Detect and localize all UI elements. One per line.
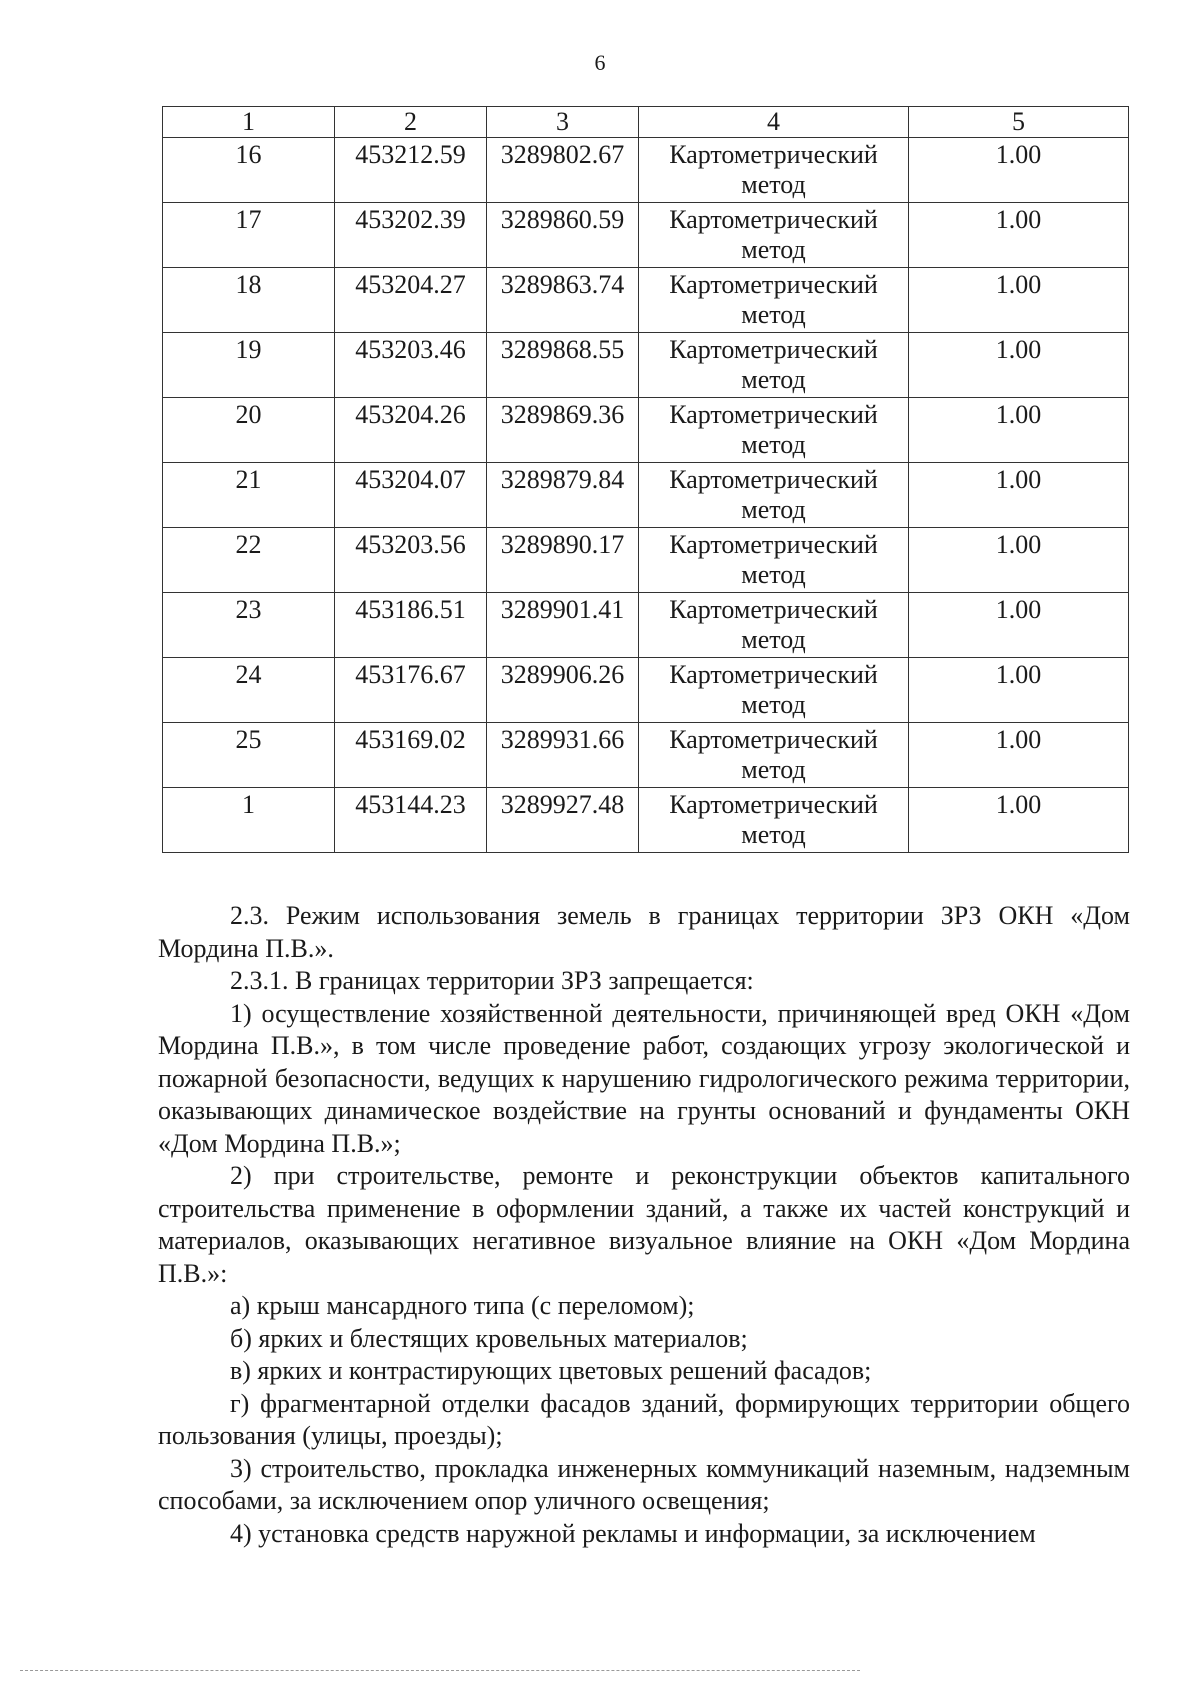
y-coordinate-cell: 3289802.67 bbox=[487, 138, 639, 203]
table-row bbox=[163, 463, 1129, 528]
accuracy-cell: 1.00 bbox=[909, 593, 1129, 658]
coordinates-table bbox=[162, 106, 1129, 853]
method-cell: Картометрический метод bbox=[639, 203, 909, 268]
subsection-heading: 2.3.1. В границах территории ЗРЗ запрещается: bbox=[230, 966, 754, 995]
method-cell: Картометрический метод bbox=[639, 723, 909, 788]
y-coordinate-cell: 3289901.41 bbox=[487, 593, 639, 658]
point-number-cell: 18 bbox=[163, 268, 335, 333]
scan-edge-line bbox=[20, 1670, 860, 1671]
x-coordinate-cell: 453204.26 bbox=[335, 398, 487, 463]
point-number-cell: 19 bbox=[163, 333, 335, 398]
x-coordinate-cell: 453203.46 bbox=[335, 333, 487, 398]
method-cell: Картометрический метод bbox=[639, 398, 909, 463]
point-number-cell: 24 bbox=[163, 658, 335, 723]
x-coordinate-cell: 453176.67 bbox=[335, 658, 487, 723]
method-cell: Картометрический метод bbox=[639, 138, 909, 203]
table-row bbox=[163, 658, 1129, 723]
y-coordinate-cell: 3289868.55 bbox=[487, 333, 639, 398]
table-row bbox=[163, 268, 1129, 333]
table-row bbox=[163, 398, 1129, 463]
point-number-cell: 20 bbox=[163, 398, 335, 463]
table-row bbox=[163, 593, 1129, 658]
accuracy-cell: 1.00 bbox=[909, 658, 1129, 723]
point-number-cell: 22 bbox=[163, 528, 335, 593]
accuracy-cell: 1.00 bbox=[909, 398, 1129, 463]
paragraph: 2) при строительстве, ремонте и реконструкции объектов капитального строительства применение в оформлении зданий, а также их частей конструкций и материалов, оказывающих негативное визуальное влияние на ОКН «Дом Мордина П.В.»: bbox=[158, 1161, 1130, 1288]
x-coordinate-cell: 453204.27 bbox=[335, 268, 487, 333]
column-header: 3 bbox=[487, 107, 639, 138]
list-item: в) ярких и контрастирующих цветовых решений фасадов; bbox=[230, 1356, 872, 1385]
x-coordinate-cell: 453212.59 bbox=[335, 138, 487, 203]
page-number: 6 bbox=[594, 50, 606, 75]
column-header: 1 bbox=[163, 107, 335, 138]
point-number-cell: 16 bbox=[163, 138, 335, 203]
point-number-cell: 1 bbox=[163, 788, 335, 853]
table-row bbox=[163, 723, 1129, 788]
y-coordinate-cell: 3289863.74 bbox=[487, 268, 639, 333]
paragraph: 4) установка средств наружной рекламы и информации, за исключением bbox=[230, 1518, 1036, 1548]
y-coordinate-cell: 3289879.84 bbox=[487, 463, 639, 528]
y-coordinate-cell: 3289890.17 bbox=[487, 528, 639, 593]
method-cell: Картометрический метод bbox=[639, 268, 909, 333]
x-coordinate-cell: 453202.39 bbox=[335, 203, 487, 268]
point-number-cell: 21 bbox=[163, 463, 335, 528]
table-row bbox=[163, 138, 1129, 203]
column-header: 5 bbox=[909, 107, 1129, 138]
accuracy-cell: 1.00 bbox=[909, 138, 1129, 203]
accuracy-cell: 1.00 bbox=[909, 723, 1129, 788]
table-row bbox=[163, 788, 1129, 853]
y-coordinate-cell: 3289927.48 bbox=[487, 788, 639, 853]
method-cell: Картометрический метод bbox=[639, 658, 909, 723]
list-item: б) ярких и блестящих кровельных материалов; bbox=[230, 1323, 748, 1353]
paragraph: 1) осуществление хозяйственной деятельности, причиняющей вред ОКН «Дом Мордина П.В.», в том числе проведение работ, создающих угрозу экологической и пожарной безопасности, ведущих к нарушению гидрологического режима территории, оказывающих динамическое воздействие на грунты оснований и фундаменты ОКН «Дом Мордина П.В.»; bbox=[158, 998, 1130, 1158]
accuracy-cell: 1.00 bbox=[909, 528, 1129, 593]
table-header-row bbox=[163, 107, 1129, 138]
accuracy-cell: 1.00 bbox=[909, 788, 1129, 853]
point-number-cell: 23 bbox=[163, 593, 335, 658]
x-coordinate-cell: 453186.51 bbox=[335, 593, 487, 658]
table-row bbox=[163, 203, 1129, 268]
method-cell: Картометрический метод bbox=[639, 333, 909, 398]
y-coordinate-cell: 3289931.66 bbox=[487, 723, 639, 788]
accuracy-cell: 1.00 bbox=[909, 268, 1129, 333]
y-coordinate-cell: 3289860.59 bbox=[487, 203, 639, 268]
x-coordinate-cell: 453144.23 bbox=[335, 788, 487, 853]
method-cell: Картометрический метод bbox=[639, 463, 909, 528]
section-heading: 2.3. Режим использования земель в границах территории ЗРЗ ОКН «Дом Мордина П.В.». bbox=[158, 901, 1130, 963]
method-cell: Картометрический метод bbox=[639, 788, 909, 853]
y-coordinate-cell: 3289869.36 bbox=[487, 398, 639, 463]
x-coordinate-cell: 453203.56 bbox=[335, 528, 487, 593]
table-row bbox=[163, 333, 1129, 398]
accuracy-cell: 1.00 bbox=[909, 333, 1129, 398]
accuracy-cell: 1.00 bbox=[909, 203, 1129, 268]
column-header: 4 bbox=[639, 107, 909, 138]
x-coordinate-cell: 453169.02 bbox=[335, 723, 487, 788]
x-coordinate-cell: 453204.07 bbox=[335, 463, 487, 528]
point-number-cell: 17 bbox=[163, 203, 335, 268]
point-number-cell: 25 bbox=[163, 723, 335, 788]
method-cell: Картометрический метод bbox=[639, 593, 909, 658]
list-item: а) крыш мансардного типа (с переломом); bbox=[230, 1291, 695, 1320]
column-header: 2 bbox=[335, 107, 487, 138]
y-coordinate-cell: 3289906.26 bbox=[487, 658, 639, 723]
document-text bbox=[158, 900, 1130, 1550]
table-row bbox=[163, 528, 1129, 593]
method-cell: Картометрический метод bbox=[639, 528, 909, 593]
paragraph: 3) строительство, прокладка инженерных коммуникаций наземным, надземным способами, за исключением опор уличного освещения; bbox=[158, 1453, 1130, 1515]
accuracy-cell: 1.00 bbox=[909, 463, 1129, 528]
table-body bbox=[163, 138, 1129, 853]
list-item: г) фрагментарной отделки фасадов зданий, формирующих территории общего пользования (улицы, проезды); bbox=[158, 1388, 1130, 1450]
